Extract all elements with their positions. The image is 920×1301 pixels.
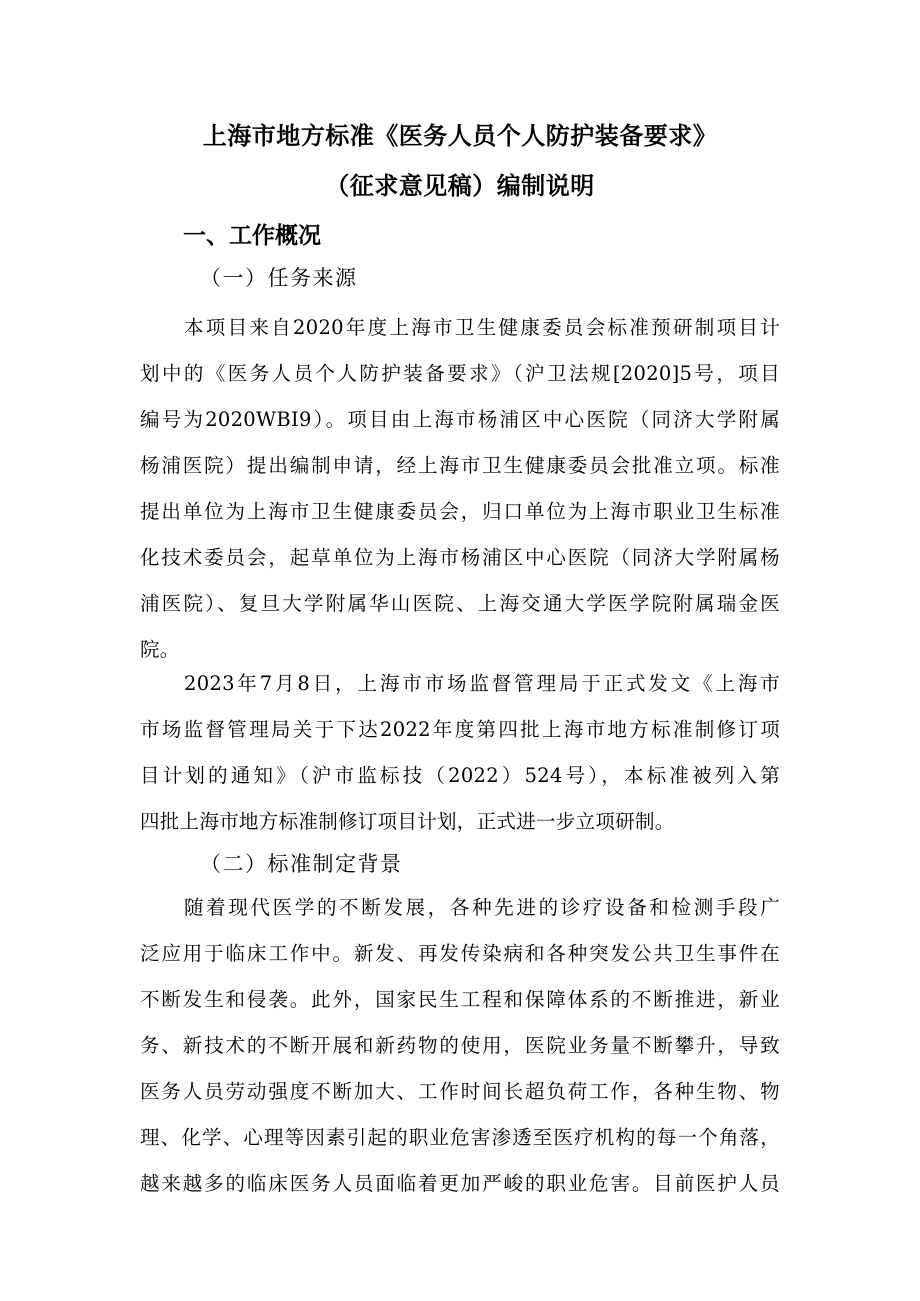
paragraph-line: 越来越多的临床医务人员面临着更加严峻的职业危害。目前医护人员 (140, 1172, 780, 1195)
paragraph-task-source (140, 305, 780, 673)
paragraph-line: 划中的《医务人员个人防护装备要求》（沪卫法规[2020]5号，项目 (140, 362, 780, 385)
paragraph-line: 医务人员劳动强度不断加大、工作时间长超负荷工作，各种生物、物 (140, 1080, 780, 1103)
paragraph-line: 目计划的通知》（沪市监标技（2022）524号），本标准被列入第 (140, 764, 780, 787)
subsection-heading-background: （二）标准制定背景 (200, 852, 403, 876)
paragraph-line: 泛应用于临床工作中。新发、再发传染病和各种突发公共卫生事件在 (140, 942, 780, 965)
paragraph-line: 提出单位为上海市卫生健康委员会，归口单位为上海市职业卫生标准 (140, 500, 780, 523)
paragraph-line: 四批上海市地方标准制修订项目计划，正式进一步立项研制。 (140, 810, 675, 833)
subsection-heading-task-source: （一）任务来源 (200, 266, 358, 290)
paragraph-line: 院。 (140, 638, 180, 661)
paragraph-line: 本项目来自2020年度上海市卫生健康委员会标准预研制项目计 (184, 316, 780, 339)
paragraph-line: 编号为2020WBI9）。项目由上海市杨浦区中心医院（同济大学附属 (140, 408, 780, 431)
paragraph-line: 市场监督管理局关于下达2022年度第四批上海市地方标准制修订项 (140, 718, 780, 741)
paragraph-background (140, 885, 780, 1207)
paragraph-line: 不断发生和侵袭。此外，国家民生工程和保障体系的不断推进，新业 (140, 988, 780, 1011)
document-subtitle: （征求意见稿）编制说明 (325, 172, 595, 200)
paragraph-line: 浦医院）、复旦大学附属华山医院、上海交通大学医学院附属瑞金医 (140, 592, 780, 615)
section-heading-work-overview: 一、工作概况 (183, 223, 321, 249)
paragraph-line: 2023年7月8日，上海市市场监督管理局于正式发文《上海市 (184, 672, 780, 695)
document-title: 上海市地方标准《医务人员个人防护装备要求》 (202, 122, 718, 150)
paragraph-project-approval (140, 661, 780, 845)
paragraph-line: 杨浦医院）提出编制申请，经上海市卫生健康委员会批准立项。标准 (140, 454, 780, 477)
paragraph-line: 随着现代医学的不断发展，各种先进的诊疗设备和检测手段广 (184, 896, 780, 919)
paragraph-line: 务、新技术的不断开展和新药物的使用，医院业务量不断攀升，导致 (140, 1034, 780, 1057)
paragraph-line: 化技术委员会，起草单位为上海市杨浦区中心医院（同济大学附属杨 (140, 546, 780, 569)
paragraph-line: 理、化学、心理等因素引起的职业危害渗透至医疗机构的每一个角落， (140, 1126, 780, 1149)
